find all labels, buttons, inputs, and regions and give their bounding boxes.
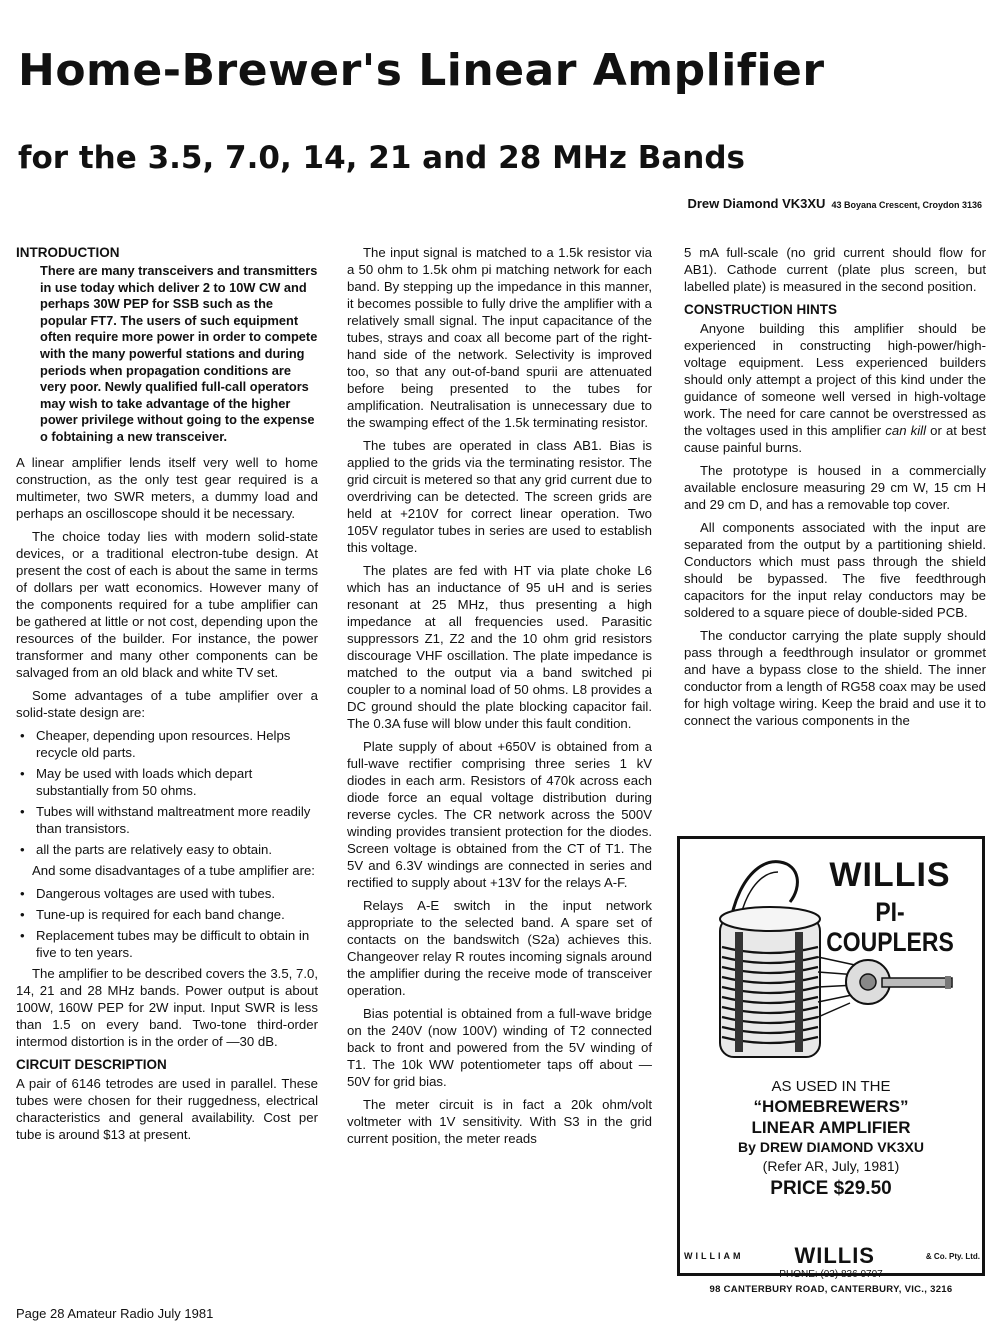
paragraph: The prototype is housed in a commercially available enclosure measuring 29 cm W, 15 cm H and 29 cm D, and has a removable top cover. — [684, 463, 986, 512]
company-suffix: & Co. Pty. Ltd. — [925, 1251, 980, 1261]
list-item: • May be used with loads which depart substantially from 50 ohms. — [16, 765, 318, 799]
emphasis-text: can kill — [885, 423, 927, 438]
list-item: • Dangerous voltages are used with tubes. — [16, 885, 318, 902]
ad-product: PI-COUPLERS — [826, 897, 954, 957]
construction-hints-heading: CONSTRUCTION HINTS — [684, 302, 837, 317]
author-name: Drew Diamond VK3XU — [687, 196, 826, 211]
ad-line: By DREW DIAMOND VK3XU — [738, 1139, 924, 1155]
advantages-list — [16, 727, 318, 858]
paragraph: Plate supply of about +650V is obtained from a full-wave rectifier comprising three series 1 kV diodes in each arm. Resistors of 470k across each diode force an equal voltage distribution during reverse cycles. The CR network across the 500V winding provides transient protection for the diodes. Screen voltage is obtained from the CT of T1. The 5V and 6.3V windings are connected in series and rectified to supply about +13V for the relays A-F. — [347, 739, 652, 890]
ad-brand: WILLIS — [829, 856, 951, 894]
willis-advertisement — [677, 836, 985, 1280]
company-first-name: WILLIAM — [684, 1251, 744, 1261]
paragraph: The conductor carrying the plate supply should pass through a feedthrough insulator or grommet and have a bypass close to the shield. The inner conductor from a length of RG58 coax may be used for high voltage wiring. Keep the braid and use it to connect the various components in the — [684, 628, 987, 728]
introduction-standfirst: There are many transceivers and transmitters in use today which deliver 2 to 10W CW and perhaps 30W PEP for SSB such as the popular FT7. The users of such equipment often require more power in order to compete with the many powerful stations and during periods when propagation conditions are very poor. Newly qualified full-call operators may wish to take advantage of the higher power privilege without going to the expense o fobtaining a new transceiver. — [40, 263, 318, 444]
article-subtitle: for the 3.5, 7.0, 14, 21 and 28 MHz Bands — [18, 140, 745, 176]
ad-address: 98 CANTERBURY ROAD, CANTERBURY, VIC., 3216 — [709, 1284, 953, 1295]
paragraph — [684, 320, 986, 456]
ad-line: (Refer AR, July, 1981) — [762, 1158, 900, 1174]
paragraph: The meter circuit is in fact a 20k ohm/volt voltmeter with 1V sensitivity. With S3 in the grid current position, the meter reads — [347, 1097, 652, 1146]
list-item: • Cheaper, depending upon resources. Helps recycle old parts. — [16, 727, 318, 761]
paragraph: The amplifier to be described covers the 3.5, 7.0, 14, 21 and 28 MHz bands. Power output is about 100W, 160W PEP for 2W input. Input SWR is less than 1.5 on every band. Two-tone third-order intermod distortion is in the order of —30 dB. — [16, 965, 318, 1049]
byline — [687, 196, 982, 211]
paragraph: All components associated with the input are separated from the output by a partitioning shield. Conductors which must pass through the shield should be bypassed. The five feedthrough capacitors for the input relay conductors may be soldered to a square piece of double-sided PCB. — [684, 520, 986, 620]
paragraph: The choice today lies with modern solid-state devices, or a traditional electron-tube design. At present the cost of each is about the same in terms of dollars per watt economics. However many of the components required for a tube amplifier can be gathered at little or not cost, depending upon the resources of the builder. For instance, the power transformer and many other components can be salvaged from an old black and white TV set. — [16, 528, 318, 680]
paragraph: The plates are fed with HT via plate choke L6 which has an inductance of 95 uH and is series resonant at 25 MHz, thus presenting a high impedance at all frequencies used. Parasitic suppressors Z1, Z2 and the 10 ohm grid resistors discourage VHF oscillation. The plate impedance is matched to the output via a band switched pi coupler to a nominal load of 50 ohms. L8 provides a DC ground should the plate blocking capacitor fail. The 0.3A fuse will blow under this fault condition. — [347, 563, 652, 731]
disadvantages-list — [16, 885, 318, 961]
page-footer: Page 28 Amateur Radio July 1981 — [16, 1306, 214, 1321]
ad-company-logo — [684, 1243, 980, 1269]
list-item: • Replacement tubes may be difficult to obtain in five to ten years. — [16, 927, 318, 961]
paragraph-text: Anyone building this amplifier should be experienced in constructing high-power/high-voltage equipment. Less experienced builders should only attempt a project of this kind under the guidance of someone well versed in high-voltage work. The need for care cannot be overstressed as the voltages used in this amplifier — [684, 321, 986, 438]
column-2 — [347, 244, 652, 1153]
introduction-heading: INTRODUCTION — [16, 245, 120, 260]
column-3 — [684, 244, 986, 735]
list-item: • Tune-up is required for each band change. — [16, 906, 318, 923]
ad-line: LINEAR AMPLIFIER — [751, 1118, 911, 1137]
ad-line: “HOMEBREWERS” — [753, 1097, 909, 1116]
paragraph: The tubes are operated in class AB1. Bias is applied to the grids via the terminating resistor. The grid circuit is metered so that any grid current due to overdriving can be detected. The screen grids are held at +210V for correct linear operation. Two 105V regulator tubes in series are used to establish this voltage. — [347, 438, 652, 555]
article-title: Home-Brewer's Linear Amplifier — [18, 45, 825, 96]
paragraph: And some disadvantages of a tube amplifier are: — [32, 862, 315, 878]
column-1 — [16, 244, 318, 1149]
list-item: • Tubes will withstand maltreatment more readily than transistors. — [16, 803, 318, 837]
paragraph: 5 mA full-scale (no grid current should flow for AB1). Cathode current (plate plus screen, but labelled plate) is measured in the second position. — [684, 245, 986, 294]
circuit-description-heading: CIRCUIT DESCRIPTION — [16, 1056, 167, 1072]
list-item: • all the parts are relatively easy to obtain. — [16, 841, 318, 858]
paragraph: Relays A-E switch in the input network appropriate to the selected band. A spare set of contacts on the bandswitch (S2a) achieves this. Changeover relay R routes incoming signals around the amplifier during the receive mode of transceiver operation. — [347, 898, 652, 998]
ad-copy — [680, 1077, 982, 1202]
paragraph: A linear amplifier lends itself very well to home construction, as the only test gear required is a multimeter, two SWR meters, a dummy load and perhaps an oscilloscope should it be necessary. — [16, 454, 318, 521]
company-name: WILLIS — [794, 1243, 875, 1268]
ad-line: AS USED IN THE — [771, 1078, 891, 1095]
paragraph: The input signal is matched to a 1.5k resistor via a 50 ohm to 1.5k ohm pi matching network for each band. By stepping up the impedance in this manner, it becomes possible to fully drive the amplifier with a relatively small signal. The input capacitance of the tubes, strays and coax all become part of the right-hand side of the network. Selectivity is improved too, so that any out-of-band spurii are attenuated before being presented to the tubes for amplification. Neutralisation is unnecessary due to the swamping effect of the 1.5k terminating resistor. — [347, 245, 652, 430]
paragraph: A pair of 6146 tetrodes are used in parallel. These tubes were chosen for their ruggedness, electrical characteristics and general availability. Cost per tube is around $13 at present. — [16, 1075, 318, 1142]
paragraph-text: or at best cause painful burns. — [684, 423, 986, 455]
paragraph: Some advantages of a tube amplifier over a solid-state design are: — [16, 687, 318, 720]
ad-price: PRICE $29.50 — [770, 1178, 892, 1199]
ad-phone: PHONE: (03) 836 0707 — [779, 1269, 883, 1280]
paragraph: Bias potential is obtained from a full-wave bridge on the 240V (now 100V) winding of T2 connected back to front and powered from the 5V winding of T1. The 10k WW potentiometer taps off about —50V for grid bias. — [347, 1006, 652, 1089]
author-address: 43 Boyana Crescent, Croydon 3136 — [831, 200, 982, 210]
